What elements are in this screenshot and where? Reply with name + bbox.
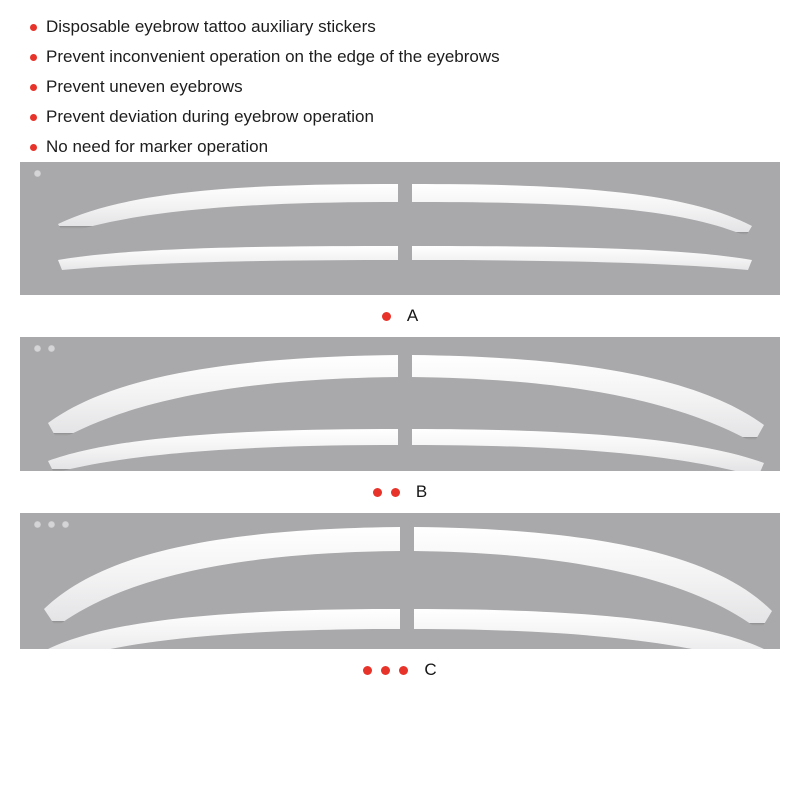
red-dot-icon [30,144,37,151]
product-panel-c [0,513,800,691]
product-panel-b [0,337,800,513]
panel-caption-c [0,649,800,691]
panel-label: C [424,660,437,679]
hole-icon [48,521,55,528]
punch-holes-c [34,521,69,528]
hole-icon [34,521,41,528]
hole-icon [62,521,69,528]
caption-dots-a [382,312,391,321]
eyebrow-strip-lower-right [414,609,772,649]
red-dot-icon [391,488,400,497]
red-dot-icon [363,666,372,675]
red-dot-icon [399,666,408,675]
list-item [30,102,800,132]
red-dot-icon [373,488,382,497]
feature-list [0,0,800,162]
hole-icon [48,345,55,352]
eyebrow-strip-upper-right [414,527,772,623]
eyebrow-strip-lower-left [44,609,400,649]
punch-holes-a [34,170,41,177]
feature-text: Disposable eyebrow tattoo auxiliary stickers [46,17,376,36]
panel-label: B [415,482,428,501]
caption-dots-c [363,666,408,675]
red-dot-icon [30,54,37,61]
red-dot-icon [30,24,37,31]
punch-holes-b [34,345,55,352]
feature-text: Prevent deviation during eyebrow operation [46,107,374,126]
eyebrow-strip-lower-right [410,246,752,272]
panel-caption-b [0,471,800,513]
sticker-sheet-a [20,162,780,295]
list-item [30,12,800,42]
eyebrow-strip-lower-left [58,246,398,272]
eyebrow-strip-upper-left [48,355,398,433]
feature-text: Prevent inconvenient operation on the edge of the eyebrows [46,47,500,66]
feature-text: Prevent uneven eyebrows [46,77,243,96]
eyebrow-strip-lower-left [48,429,398,469]
red-dot-icon [30,114,37,121]
list-item [30,42,800,72]
eyebrow-strip-upper-right [410,184,752,232]
eyebrow-strip-upper-left [58,184,398,226]
eyebrow-strip-lower-right [412,429,764,471]
panel-caption-a [0,295,800,337]
list-item [30,72,800,102]
sticker-sheet-b [20,337,780,471]
red-dot-icon [30,84,37,91]
hole-icon [34,170,41,177]
feature-text: No need for marker operation [46,137,269,156]
red-dot-icon [382,312,391,321]
hole-icon [34,345,41,352]
caption-dots-b [373,488,400,497]
red-dot-icon [381,666,390,675]
eyebrow-strip-upper-left [44,527,400,621]
sticker-sheet-c [20,513,780,649]
list-item [30,132,800,162]
panel-label: A [406,306,419,325]
product-panel-a [0,162,800,337]
eyebrow-strip-upper-right [412,355,764,437]
